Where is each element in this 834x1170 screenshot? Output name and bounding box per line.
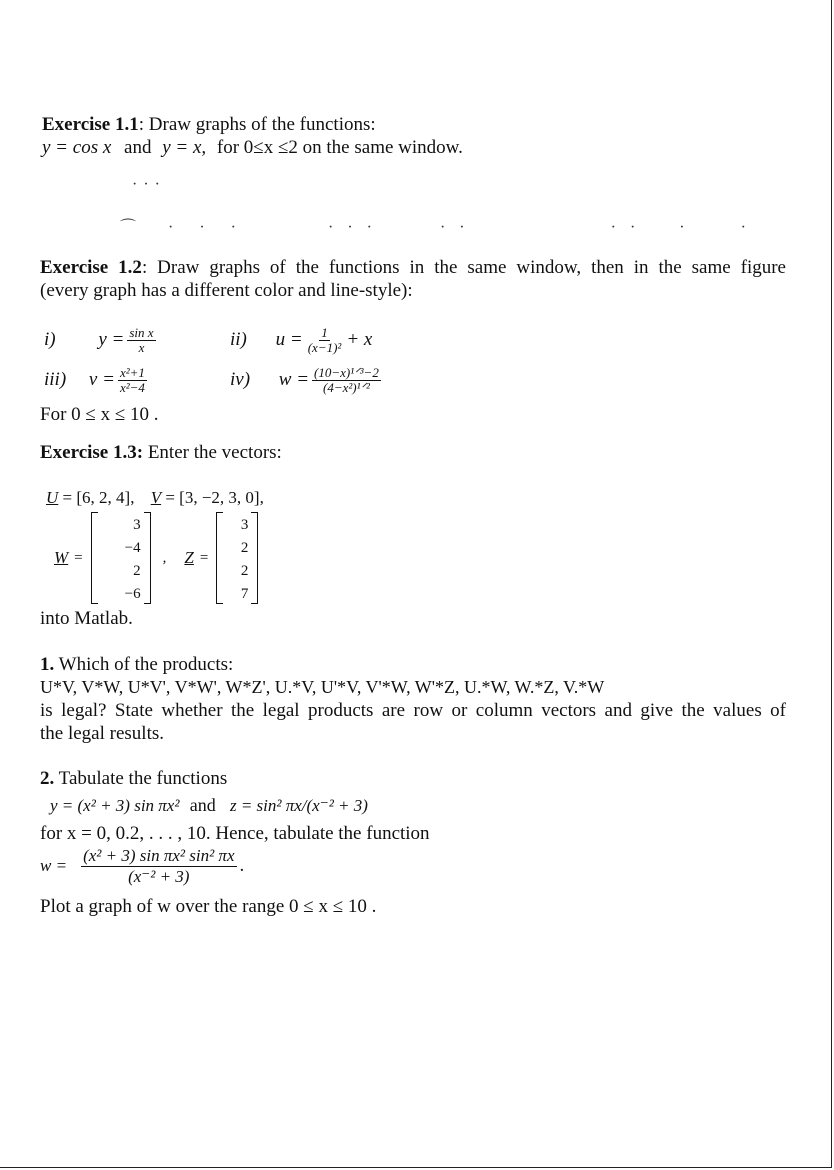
vector-w-name: W — [54, 548, 69, 567]
formula-iii-fraction — [118, 366, 147, 395]
formula-iv-lhs: w = — [278, 368, 310, 390]
function-z: z = sin² πx/(x⁻² + 3) — [229, 796, 368, 815]
vector-v-value: = [3, −2, 3, 0], — [165, 488, 264, 507]
exercise-1-3-heading — [40, 441, 282, 464]
w-numerator: (x² + 3) sin πx² sin² πx — [83, 846, 235, 865]
vector-v-name: V — [150, 488, 162, 507]
question-1-line4: the legal results. — [40, 723, 164, 744]
linear-function: y = x, — [162, 137, 207, 158]
exercise-1-2-line2: (every graph has a different color and line-style): — [40, 280, 413, 301]
formula-ii-denominator: (x−1)² — [307, 340, 342, 355]
question-2-w-formula — [40, 846, 244, 887]
question-2-functions — [50, 794, 368, 817]
vector-w-entry: −6 — [124, 586, 141, 602]
question-2-text: Tabulate the functions — [58, 768, 228, 789]
formula-iv-numerator: (10−x)¹ᐟ³−2 — [314, 365, 379, 380]
range-text: for 0≤x ≤2 on the same window. — [216, 137, 463, 158]
formula-ii — [230, 326, 372, 355]
w-denominator: (x⁻² + 3) — [128, 867, 190, 886]
and-word: and — [124, 137, 152, 158]
question-2-number: 2. — [40, 768, 55, 789]
exercise-1-2-text: : Draw graphs of the functions in the same window, then in the same figure — [141, 257, 786, 278]
vector-w-entry: −4 — [124, 540, 141, 556]
vector-z-entry: 7 — [240, 586, 249, 602]
w-lhs: w = — [40, 855, 68, 875]
question-1-products: U*V, V*W, U*V', V*W', W*Z', U.*V, U'*V, V'*W, W'*Z, U.*W, W.*Z, V.*W — [40, 677, 605, 697]
formula-i-fraction — [127, 326, 155, 355]
exercise-1-2-title: Exercise 1.2 — [40, 257, 142, 278]
vector-z-matrix — [216, 512, 258, 604]
formula-i — [44, 326, 159, 355]
question-2-plot: Plot a graph of w over the range 0 ≤ x ≤ 10 . — [40, 896, 377, 917]
question-2-heading — [40, 767, 227, 790]
question-1-heading — [40, 653, 233, 676]
formula-iii-label: iii) — [44, 368, 67, 390]
w-fraction — [81, 846, 236, 887]
exercise-1-3-title: Exercise 1.3: — [40, 442, 144, 463]
formula-iv-denominator: (4−x²)¹ᐟ² — [322, 380, 370, 395]
formula-ii-label: ii) — [230, 328, 247, 350]
exercise-1-1-heading — [42, 113, 376, 136]
formula-iv-label: iv) — [230, 368, 251, 390]
scan-artifact: ⌒ · · · · · · · · · · · · — [120, 219, 748, 236]
exercise-1-1-text: : Draw graphs of the functions: — [138, 114, 376, 135]
vector-u-name: U — [46, 488, 59, 507]
formula-iv-fraction — [312, 366, 381, 395]
vector-w-matrix — [91, 512, 151, 604]
formula-i-label: i) — [44, 328, 56, 350]
formula-i-denominator: x — [138, 340, 145, 355]
scan-artifact: ··· — [132, 176, 166, 193]
formula-iii — [44, 366, 150, 395]
vector-w-entry: 2 — [133, 563, 141, 579]
formula-ii-tail: + x — [346, 328, 373, 350]
formula-ii-lhs: u = — [275, 328, 303, 350]
vector-z-name: Z — [184, 548, 194, 567]
vector-u-value: = [6, 2, 4], — [62, 488, 135, 507]
vector-separator: , — [162, 549, 167, 566]
formula-iii-numerator: x²+1 — [119, 365, 145, 380]
w-end: . — [239, 854, 245, 876]
formula-i-lhs: y = — [98, 328, 125, 350]
formula-ii-fraction — [306, 326, 344, 355]
vector-z-equals: = — [199, 549, 209, 566]
exercise-1-1-title: Exercise 1.1 — [42, 114, 139, 135]
formula-iv — [230, 366, 384, 395]
exercise-1-1-line2 — [42, 136, 463, 159]
vector-z-entry: 3 — [240, 517, 249, 533]
vector-w-entry: 3 — [133, 517, 141, 533]
cos-function: y = cos x — [42, 137, 112, 158]
exercise-1-2-range: For 0 ≤ x ≤ 10 . — [40, 404, 159, 425]
and-word: and — [189, 795, 216, 815]
formula-ii-numerator: 1 — [321, 325, 328, 340]
matrix-w-block — [54, 512, 258, 604]
exercise-1-2-heading — [40, 256, 786, 279]
formula-iii-denominator: x²−4 — [119, 380, 145, 395]
into-matlab: into Matlab. — [40, 608, 133, 629]
formula-i-numerator: sin x — [129, 325, 154, 340]
exercise-1-3-text: Enter the vectors: — [147, 442, 282, 463]
vector-w-equals: = — [74, 549, 83, 566]
question-1-text: Which of the products: — [58, 654, 234, 675]
question-1-line3: is legal? State whether the legal products are row or column vectors and give the values of — [40, 700, 786, 721]
vectors-uv — [46, 486, 264, 509]
formula-iii-lhs: v = — [88, 368, 115, 390]
vector-z-entry: 2 — [240, 563, 249, 579]
question-2-for-line: for x = 0, 0.2, . . . , 10. Hence, tabulate the function — [40, 823, 430, 844]
function-y: y = (x² + 3) sin πx² — [50, 796, 180, 815]
question-1-number: 1. — [40, 654, 55, 675]
vector-z-entry: 2 — [240, 540, 249, 556]
